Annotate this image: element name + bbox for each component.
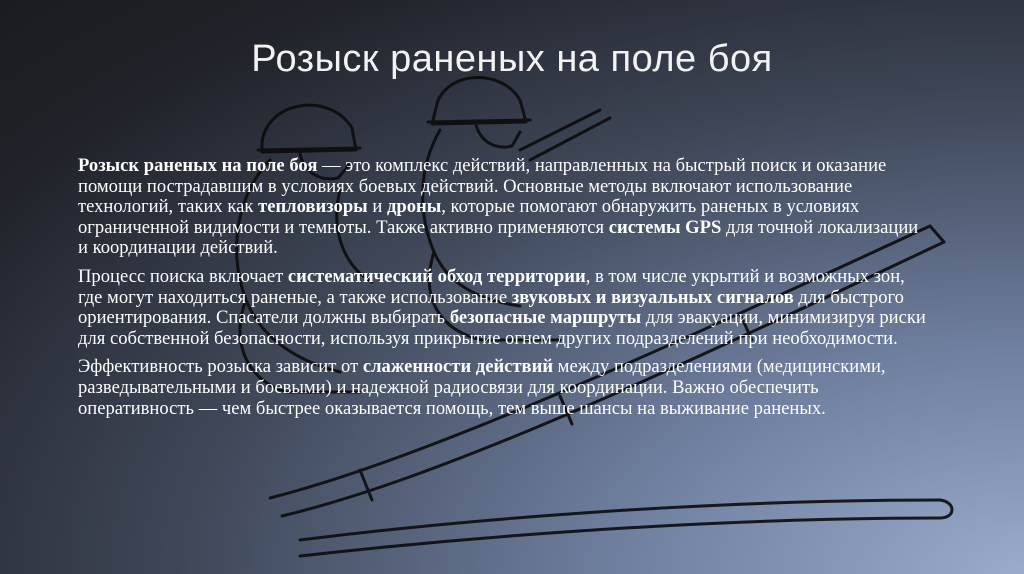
- text-run: для точной локализации и координации действий.: [78, 216, 919, 259]
- text-run: для быстрого ориентирования. Спасатели должны выбирать: [78, 286, 904, 329]
- bold-phrase: слаженности действий: [362, 356, 554, 378]
- text-run: — это комплекс действий, направленных на быстрый поиск и оказание помощи пострадавшим в условиях боевых действий. Основные методы включают использование технологий, таких как: [78, 155, 887, 218]
- text-run: между подразделениями (медицинскими, разведывательными и боевыми) и надежной радиосвязи для координации. Важно обеспечить оперативность — чем быстрее оказывается помощь, тем выше шансы на выживание раненых.: [78, 356, 886, 419]
- bold-phrase: звуковых и визуальных сигналов: [511, 286, 794, 308]
- text-run: для эвакуации, минимизируя риски для собственной безопасности, используя прикрытие огнем других подразделений при необходимости.: [78, 307, 926, 349]
- text-run: , в том числе укрытий и возможных зон, где могут находиться раненые, а также использование: [78, 265, 905, 308]
- text-run: , которые помогают обнаружить раненых в условиях ограниченной видимости и темноты. Также активно применяются: [78, 196, 860, 238]
- bold-phrase: дроны: [386, 196, 442, 218]
- paragraph-3: [78, 357, 930, 419]
- bold-phrase: систематический обход территории: [287, 265, 586, 287]
- slide-body: [78, 156, 930, 427]
- paragraph-2: [78, 267, 930, 349]
- bold-phrase: безопасные маршруты: [449, 307, 642, 329]
- bold-phrase: Розыск раненых на поле боя: [78, 155, 318, 176]
- paragraph-1: [78, 156, 930, 259]
- bold-phrase: системы GPS: [608, 216, 722, 238]
- bold-phrase: тепловизоры: [258, 196, 368, 218]
- text-run: Эффективность розыска зависит от: [78, 356, 363, 378]
- text-run: Процесс поиска включает: [78, 265, 288, 287]
- text-run: и: [367, 196, 387, 218]
- slide-title: Розыск раненых на поле боя: [251, 38, 773, 80]
